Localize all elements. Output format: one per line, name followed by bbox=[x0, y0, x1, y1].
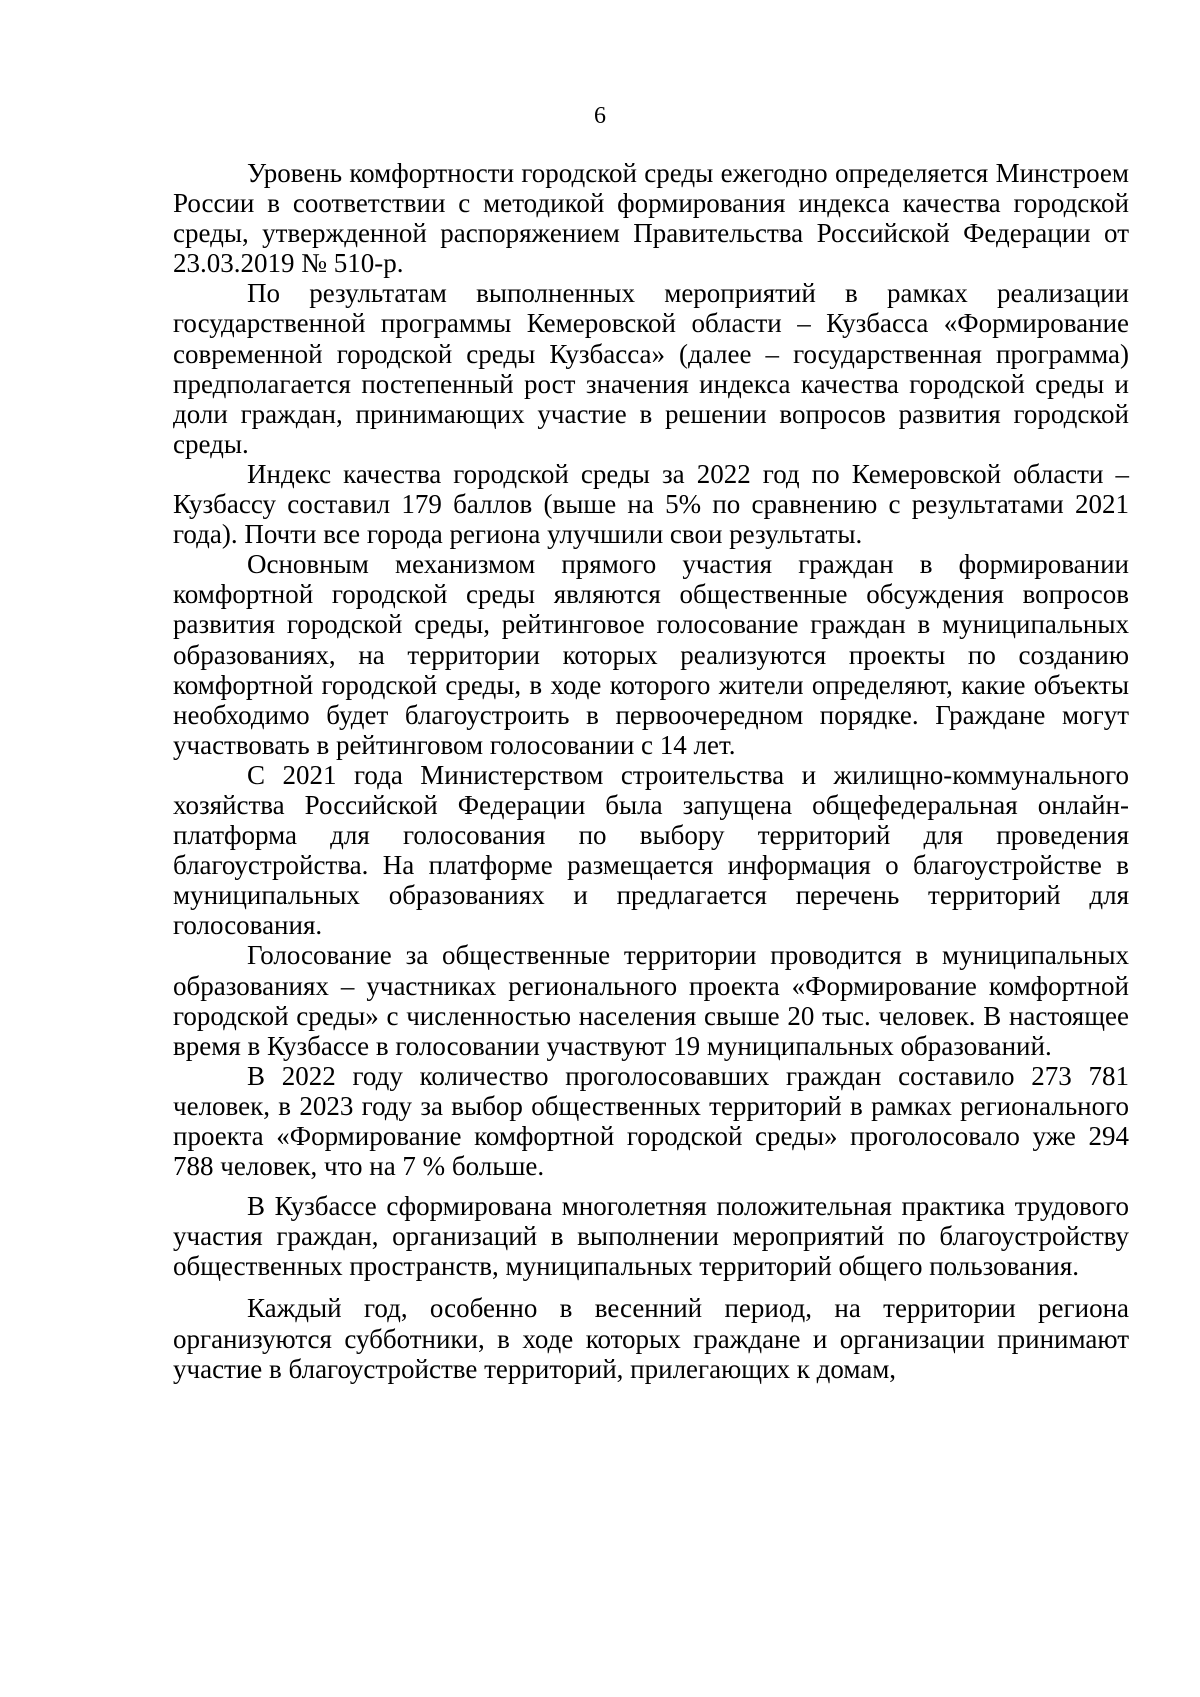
paragraph-program-results: По результатам выполненных мероприятий в рамках реализации государственной программы Кемеровской области – Кузбасса «Формирование современной городской среды Кузбасса» (далее – государственная программа) предполагается постепенный рост значения индекса качества городской среды и доли граждан, принимающих участие в решении вопросов развития городской среды. bbox=[173, 278, 1129, 459]
paragraph-comfort-level: Уровень комфортности городской среды ежегодно определяется Минстроем России в соответствии с методикой формирования индекса качества городской среды, утвержденной распоряжением Правительства Российской Федерации от 23.03.2019 № 510-р. bbox=[173, 158, 1129, 279]
paragraph-subbotniks: Каждый год, особенно в весенний период, на территории региона организуются субботники, в ходе которых граждане и организации принимают участие в благоустройстве территорий, прилегающих к домам, bbox=[173, 1293, 1129, 1384]
page-number: 6 bbox=[594, 103, 606, 129]
paragraph-index-2022: Индекс качества городской среды за 2022 год по Кемеровской области – Кузбассу составил 179 баллов (выше на 5% по сравнению с результатами 2021 года). Почти все города региона улучшили свои результаты. bbox=[173, 458, 1129, 550]
document-body bbox=[173, 158, 1129, 1384]
paragraph-voter-counts: В 2022 году количество проголосовавших граждан составило 273 781 человек, в 2023 году за выбор общественных территорий в рамках регионального проекта «Формирование комфортной городской среды» проголосовало уже 294 788 человек, что на 7 % больше. bbox=[173, 1060, 1129, 1182]
paragraph-voting-municipalities: Голосование за общественные территории проводится в муниципальных образованиях – участниках регионального проекта «Формирование комфортной городской среды» с численностью населения свыше 20 тыс. человек. В настоящее время в Кузбассе в голосовании участвуют 19 муниципальных образований. bbox=[173, 940, 1129, 1061]
paragraph-participation-mechanism: Основным механизмом прямого участия граждан в формировании комфортной городской среды являются общественные обсуждения вопросов развития городской среды, рейтинговое голосование граждан в муниципальных образованиях, на территории которых реализуются проекты по созданию комфортной городской среды, в ходе которого жители определяют, какие объекты необходимо будет благоустроить в первоочередном порядке. Граждане могут участвовать в рейтинговом голосовании с 14 лет. bbox=[173, 549, 1129, 760]
paragraph-online-platform: С 2021 года Министерством строительства и жилищно-коммунального хозяйства Российской Федерации была запущена общефедеральная онлайн-платформа для голосования по выбору территорий для проведения благоустройства. На платформе размещается информация о благоустройстве в муниципальных образованиях и предлагается перечень территорий для голосования. bbox=[173, 759, 1129, 941]
paragraph-labor-participation: В Кузбассе сформирована многолетняя положительная практика трудового участия граждан, организаций в выполнении мероприятий по благоустройству общественных пространств, муниципальных территорий общего пользования. bbox=[173, 1191, 1129, 1282]
